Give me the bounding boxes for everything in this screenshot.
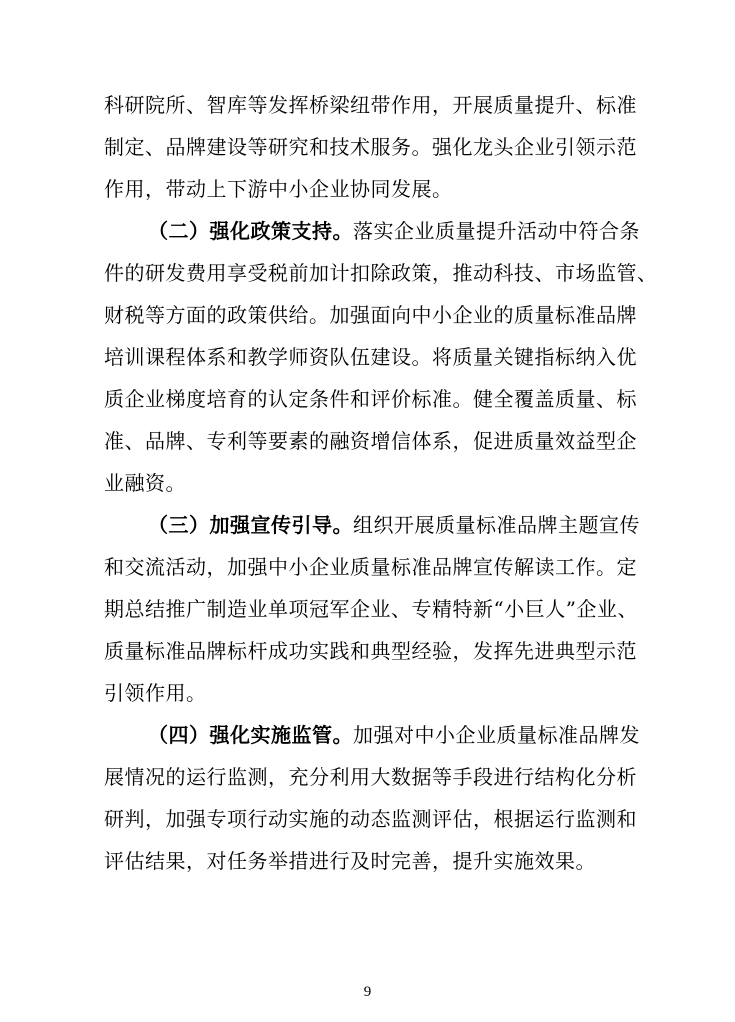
- text-line-12: 和交流活动，加强中小企业质量标准品牌宣传解读工作。定: [104, 555, 637, 579]
- section-2-first-line: [104, 210, 640, 252]
- text-line-18: 研判，加强专项行动实施的动态监测评估，根据运行监测和: [104, 807, 637, 831]
- text-line-3: 作用，带动上下游中小企业协同发展。: [104, 177, 453, 201]
- text-line-8: 质企业梯度培育的认定条件和评价标准。健全覆盖质量、标: [104, 387, 637, 411]
- text-line-2: 制定、品牌建设等研究和技术服务。强化龙头企业引领示范: [104, 135, 637, 159]
- section-4-heading: （四）强化实施监管。: [148, 723, 353, 747]
- text-line-7: 培训课程体系和教学师资队伍建设。将质量关键指标纳入优: [104, 345, 637, 369]
- text-line-6: 财税等方面的政策供给。加强面向中小企业的质量标准品牌: [104, 303, 637, 327]
- section-3-heading: （三）加强宣传引导。: [148, 513, 353, 537]
- text-line-17: 展情况的运行监测，充分利用大数据等手段进行结构化分析: [104, 765, 637, 789]
- text-line-19: 评估结果，对任务举措进行及时完善，提升实施效果。: [104, 849, 596, 873]
- text-line-13: 期总结推广制造业单项冠军企业、专精特新“小巨人”企业、: [104, 597, 638, 621]
- text-line-1: 科研院所、智库等发挥桥梁纽带作用，开展质量提升、标准: [104, 93, 637, 117]
- text-line-10: 业融资。: [104, 471, 186, 495]
- section-4-first-line: [104, 714, 640, 756]
- page-number: 9: [363, 984, 372, 1000]
- section-3-first-line: [104, 504, 640, 546]
- text-line-5: 件的研发费用享受税前加计扣除政策，推动科技、市场监管、: [104, 261, 658, 285]
- section-4-lead-text: 加强对中小企业质量标准品牌发: [353, 723, 640, 747]
- section-2-lead-text: 落实企业质量提升活动中符合条: [353, 219, 640, 243]
- section-3-lead-text: 组织开展质量标准品牌主题宣传: [353, 513, 640, 537]
- body-text: [104, 84, 658, 882]
- text-line-15: 引领作用。: [104, 681, 207, 705]
- text-line-9: 准、品牌、专利等要素的融资增信体系，促进质量效益型企: [104, 429, 637, 453]
- text-line-14: 质量标准品牌标杆成功实践和典型经验，发挥先进典型示范: [104, 639, 637, 663]
- section-2-heading: （二）强化政策支持。: [148, 219, 353, 243]
